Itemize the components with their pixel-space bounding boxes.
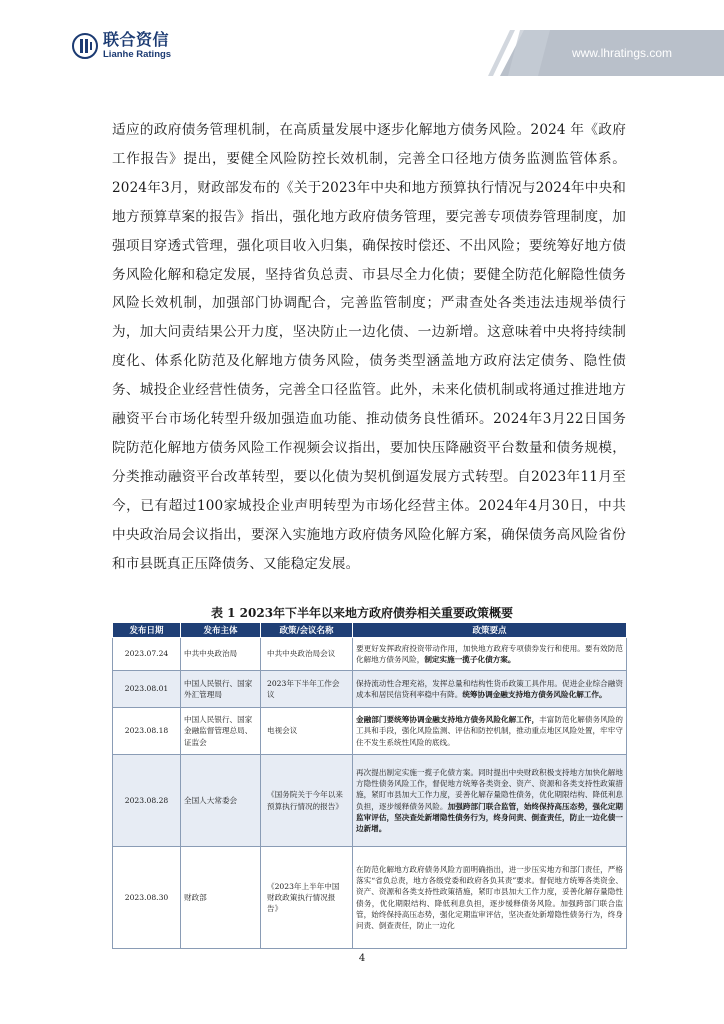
lianhe-logo-icon (72, 33, 98, 59)
cell-policy-points (353, 708, 627, 755)
body-paragraph: 适应的政府债务管理机制，在高质量发展中逐步化解地方债务风险。2024 年《政府工作报告》提出，要健全风险防控长效机制，完善全口径地方债务监测监管体系。2024年3月，财政部发布的《关于2023年中央和地方预算执行情况与2024年中央和地方预算草案的报告》指出，强化地方政府债务管理，要完善专项债券管理制度，加强项目穿透式管理，强化项目收入归集，确保按时偿还、不出风险；要统筹好地方债务风险化解和稳定发展，坚持省负总责、市县尽全力化债；要健全防范化解隐性债务风险长效机制，加强部门协调配合，完善监管制度；严肃查处各类违法违规举债行为，加大问责结果公开力度，坚决防止一边化债、一边新增。这意味着中央将持续制度化、体系化防范及化解地方债务风险，债务类型涵盖地方政府法定债务、隐性债务、城投企业经营性债务，完善全口径监管。此外，未来化债机制或将通过推进地方融资平台市场化转型升级加强造血功能、推动债务良性循环。2024年3月22日国务院防范化解地方债务风险工作视频会议指出，要加快压降融资平台数量和债务规模，分类推动融资平台改革转型，要以化债为契机倒逼发展方式转型。自2023年11月至今，已有超过100家城投企业声明转型为市场化经营主体。2024年4月30日，中共中央政治局会议指出，要深入实施地方政府债务风险化解方案，确保债务高风险省份和市县既真正压降债务、又能稳定发展。 (112, 122, 626, 572)
website-url[interactable]: www.lhratings.com (571, 46, 672, 60)
cell-date: 2023.07.24 (113, 638, 181, 671)
cell-date: 2023.08.01 (113, 671, 181, 708)
cell-date: 2023.08.30 (113, 847, 181, 949)
cell-issuer: 全国人大常委会 (181, 755, 261, 847)
table-row (113, 755, 627, 847)
table-row (113, 847, 627, 949)
policy-points-text: 在防范化解地方政府债务风险方面明确指出，进一步压实地方和部门责任，严格落实“省负总责，地方各级党委和政府各负其责”要求。督促地方统筹各类资金、资产、资源和各类支持性政策措施，紧盯市县加大工作力度，妥善化解存量隐性债务，优化期限结构、降低利息负担，逐步缓释债务风险。加强跨部门联合监管，始终保持高压态势，强化定期监审评估，坚决查处新增隐性债务行为，终身问责、倒查责任，防止一边化 (356, 864, 623, 931)
cell-policy-name: 《2023年上半年中国财政政策执行情况报告》 (261, 847, 353, 949)
policy-points-text: 保持流动性合理充裕，发挥总量和结构性货币政策工具作用。促进企业综合融资成本和居民信贷利率稳中有降。 (356, 678, 623, 699)
cell-issuer: 中国人民银行、国家金融监督管理总局、证监会 (181, 708, 261, 755)
column-header-date: 发布日期 (113, 623, 181, 638)
cell-date: 2023.08.28 (113, 755, 181, 847)
table-row (113, 638, 627, 671)
body-paragraph-block (112, 116, 626, 579)
cell-issuer: 中国人民银行、国家外汇管理局 (181, 671, 261, 708)
logo-chinese-name: 联合资信 (103, 30, 170, 49)
column-header-issuer: 发布主体 (181, 623, 261, 638)
page-header (0, 0, 724, 78)
policy-points-highlight: 加强跨部门联合监管，始终保持高压态势，强化定期监审评估，坚决查处新增隐性债务行为，终身问责、倒查责任，防止一边化债一边新增。 (356, 801, 624, 834)
policy-table (112, 622, 627, 949)
cell-policy-name: 电视会议 (261, 708, 353, 755)
cell-issuer: 中共中央政治局 (181, 638, 261, 671)
table-row (113, 671, 627, 708)
policy-points-highlight: 金融部门要统筹协调金融支持地方债务风险化解工作， (356, 715, 540, 725)
cell-policy-points (353, 671, 627, 708)
policy-points-highlight: 统筹协调金融支持地方债务风险化解工作。 (462, 690, 607, 699)
cell-policy-name: 中共中央政治局会议 (261, 638, 353, 671)
table-title: 表 1 2023年下半年以来地方政府债券相关重要政策概要 (210, 606, 514, 620)
cell-issuer: 财政部 (181, 847, 261, 949)
cell-policy-name: 《国务院关于今年以来预算执行情况的报告》 (261, 755, 353, 847)
policy-points-text: 丰富防范化解债务风险的工具和手段，强化风险监测、评估和防控机制，推动重点地区风险处置，牢牢守住不发生系统性风险的底线。 (356, 715, 623, 747)
cell-date: 2023.08.18 (113, 708, 181, 755)
company-logo (72, 32, 171, 60)
table-header-row (113, 623, 627, 638)
policy-points-highlight: 制定实施一揽子化债方案。 (424, 655, 516, 664)
cell-policy-name: 2023年下半年工作会议 (261, 671, 353, 708)
cell-policy-points (353, 755, 627, 847)
policy-points-text: 再次提出制定实施一揽子化债方案。同时提出中央财政积极支持地方加快化解地方隐性债务风险工作，督促地方统筹各类资金、资产、资源和各类支持性政策措施，紧盯市县加大工作力度，妥善化解存量隐性债务，优化期限结构、降低利息负担，逐步缓释债务风险。 (356, 767, 623, 811)
cell-policy-points (353, 638, 627, 671)
cell-policy-points (353, 847, 627, 949)
column-header-policy-name: 政策/会议名称 (261, 623, 353, 638)
policy-points-text: 要更好发挥政府投资带动作用，加快地方政府专项债券发行和使用。要有效防范化解地方债务风险， (356, 643, 623, 664)
logo-english-name: Lianhe Ratings (103, 49, 172, 60)
column-header-policy-points: 政策要点 (353, 623, 627, 638)
table-row (113, 708, 627, 755)
page-number: 4 (358, 953, 366, 964)
